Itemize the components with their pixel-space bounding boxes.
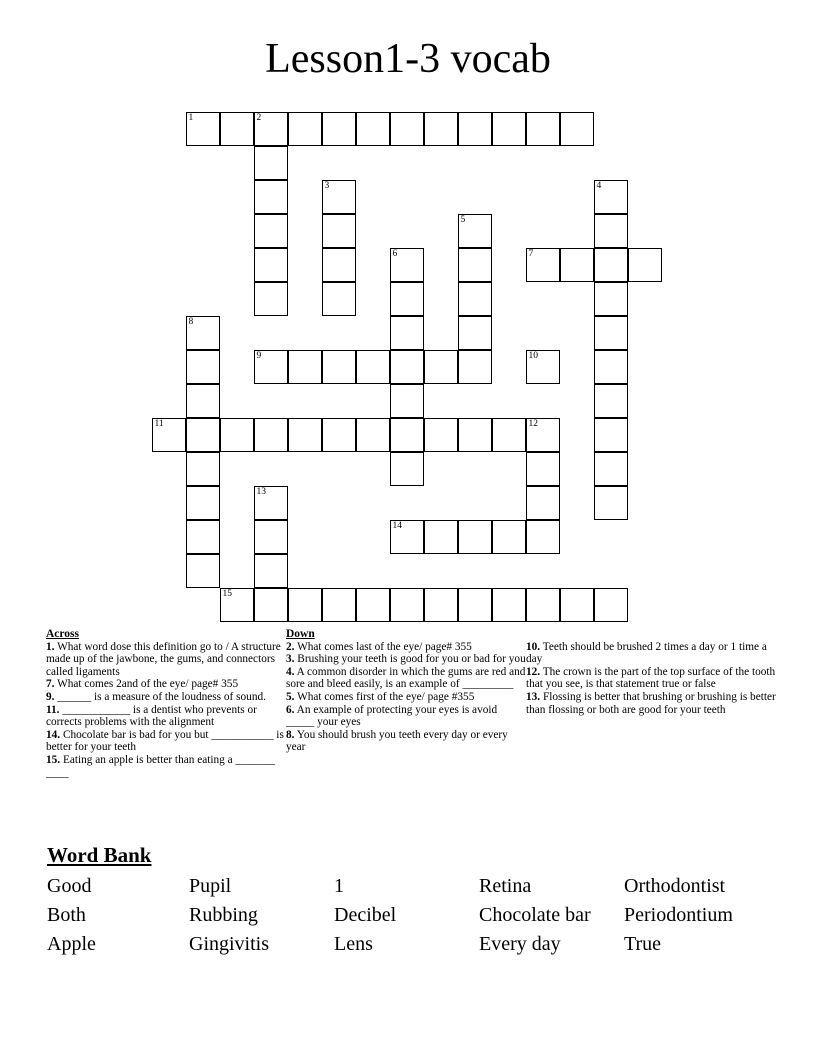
grid-cell-number: 1 (188, 113, 194, 123)
grid-cell[interactable] (390, 282, 424, 316)
clue-text: ______ is a measure of the loudness of sound. (54, 690, 266, 703)
grid-cell[interactable] (594, 248, 628, 282)
clue-text: An example of protecting your eyes is avoid _____ your eyes (286, 703, 498, 729)
grid-cell[interactable] (288, 418, 322, 452)
grid-cell[interactable] (254, 520, 288, 554)
word-bank-section (47, 843, 787, 959)
grid-cell[interactable] (492, 418, 526, 452)
crossword-grid[interactable] (0, 100, 816, 630)
grid-cell-number: 2 (256, 113, 262, 123)
clue-item (46, 691, 286, 704)
word-bank-row (47, 930, 787, 959)
clue-item (286, 729, 526, 754)
clue-item (286, 653, 526, 666)
word-bank-row (47, 901, 787, 930)
grid-cell[interactable] (186, 350, 220, 384)
across-heading: Across (46, 628, 80, 640)
grid-cell[interactable] (254, 554, 288, 588)
grid-cell[interactable] (492, 520, 526, 554)
grid-cell[interactable] (560, 248, 594, 282)
clue-item (526, 666, 776, 691)
grid-cell[interactable] (526, 520, 560, 554)
clue-text: Chocolate bar is bad for you but ___________ is better for your teeth (46, 728, 284, 754)
clue-text: What comes 2and of the eye/ page# 355 (54, 678, 239, 691)
word-bank-word[interactable]: Retina (479, 875, 532, 897)
grid-cell[interactable] (254, 588, 288, 622)
grid-cell[interactable] (424, 350, 458, 384)
clue-number: 10. (526, 640, 541, 653)
clues-column-across (46, 628, 286, 779)
clue-text: What comes first of the eye/ page #355 (294, 690, 475, 703)
clue-number: 9. (46, 690, 55, 703)
grid-cell-number: 14 (392, 521, 402, 531)
grid-cell[interactable] (594, 384, 628, 418)
grid-cell[interactable] (526, 112, 560, 146)
grid-cell[interactable] (186, 418, 220, 452)
clue-text: You should brush you teeth every day or every year (286, 728, 508, 754)
clue-text: Eating an apple is better than eating a _______ ____ (46, 753, 276, 779)
grid-cell[interactable] (458, 214, 492, 248)
grid-cell[interactable] (186, 384, 220, 418)
grid-cell[interactable] (594, 452, 628, 486)
grid-cell[interactable] (254, 486, 288, 520)
clue-number: 15. (46, 753, 61, 766)
word-bank-word[interactable]: True (624, 933, 662, 955)
clue-item (46, 729, 286, 754)
clue-number: 7. (46, 678, 55, 691)
clue-item (46, 641, 286, 679)
grid-cell[interactable] (594, 316, 628, 350)
word-bank-word[interactable]: Rubbing (189, 904, 258, 926)
grid-cell[interactable] (390, 452, 424, 486)
grid-cell[interactable] (492, 588, 526, 622)
grid-cell[interactable] (186, 520, 220, 554)
grid-cell-number: 8 (188, 317, 194, 327)
clue-number: 8. (286, 728, 295, 741)
grid-cell[interactable] (526, 486, 560, 520)
grid-cell[interactable] (220, 418, 254, 452)
grid-cell[interactable] (526, 248, 560, 282)
grid-cell-number: 4 (596, 181, 602, 191)
clue-item (46, 754, 286, 779)
clue-item (286, 641, 526, 654)
down-clue-list (286, 641, 526, 754)
clue-item (286, 691, 526, 704)
grid-cell[interactable] (288, 588, 322, 622)
clue-item (46, 678, 286, 691)
grid-cell[interactable] (424, 418, 458, 452)
grid-cell[interactable] (288, 350, 322, 384)
clues-column-down (286, 628, 526, 779)
grid-cell[interactable] (526, 418, 560, 452)
grid-cell[interactable] (390, 112, 424, 146)
word-bank-word[interactable]: Orthodontist (624, 875, 726, 897)
clue-number: 12. (526, 665, 541, 678)
grid-cell[interactable] (424, 520, 458, 554)
word-bank-word[interactable]: Decibel (334, 904, 397, 926)
grid-cell[interactable] (220, 588, 254, 622)
grid-cell[interactable] (424, 588, 458, 622)
grid-cell[interactable] (254, 350, 288, 384)
grid-cell[interactable] (458, 588, 492, 622)
clue-number: 6. (286, 703, 295, 716)
grid-cell[interactable] (594, 282, 628, 316)
grid-cell[interactable] (356, 350, 390, 384)
word-bank-word[interactable]: Lens (334, 933, 373, 955)
grid-cell-number: 6 (392, 249, 398, 259)
clue-text: The crown is the part of the top surface of the tooth that you see, is that statement true or false (526, 665, 776, 691)
grid-cell-number: 12 (528, 419, 538, 429)
word-bank-word[interactable]: Periodontium (624, 904, 733, 926)
word-bank-word[interactable]: Gingivitis (189, 933, 270, 955)
clue-number: 4. (286, 665, 295, 678)
grid-cell[interactable] (458, 112, 492, 146)
grid-cell[interactable] (594, 418, 628, 452)
grid-cell[interactable] (186, 452, 220, 486)
clue-text: Teeth should be brushed 2 times a day or 1 time a day (526, 640, 767, 666)
grid-cell[interactable] (458, 316, 492, 350)
grid-cell-number: 15 (222, 589, 232, 599)
across-clue-list (46, 641, 286, 780)
clue-text: Flossing is better that brushing or brushing is better than flossing or both are good for your teeth (526, 690, 776, 716)
grid-cell[interactable] (526, 350, 560, 384)
clue-item (286, 666, 526, 691)
grid-cell[interactable] (390, 418, 424, 452)
clue-number: 13. (526, 690, 541, 703)
clue-text: A common disorder in which the gums are red and sore and bleed easily, is an example of _________ (286, 665, 526, 691)
down-heading: Down (286, 628, 315, 640)
grid-cell[interactable] (356, 112, 390, 146)
grid-cell-number: 13 (256, 487, 266, 497)
grid-cell[interactable] (526, 588, 560, 622)
clues-section (46, 628, 786, 779)
grid-cell[interactable] (390, 520, 424, 554)
grid-cell[interactable] (322, 180, 356, 214)
clue-number: 2. (286, 640, 295, 653)
clue-item (286, 704, 526, 729)
grid-cell[interactable] (458, 282, 492, 316)
word-bank-word[interactable]: 1 (334, 875, 344, 897)
grid-cell[interactable] (322, 588, 356, 622)
clue-text: What comes last of the eye/ page# 355 (294, 640, 472, 653)
word-bank-word[interactable]: Pupil (189, 875, 232, 897)
clue-number: 14. (46, 728, 61, 741)
grid-cell[interactable] (594, 214, 628, 248)
clue-text: Brushing your teeth is good for you or bad for you (294, 653, 526, 666)
clue-number: 3. (286, 653, 295, 666)
word-bank-word[interactable]: Both (47, 904, 86, 926)
clue-item (46, 704, 286, 729)
grid-cell[interactable] (322, 350, 356, 384)
word-bank-word[interactable]: Every day (479, 933, 561, 955)
grid-cell[interactable] (390, 588, 424, 622)
grid-cell[interactable] (594, 588, 628, 622)
grid-cell[interactable] (492, 112, 526, 146)
grid-cell[interactable] (594, 180, 628, 214)
clue-text: ____________ is a dentist who prevents or corrects problems with the alignment (46, 703, 257, 729)
grid-cell[interactable] (424, 112, 458, 146)
grid-cell[interactable] (254, 282, 288, 316)
grid-cell[interactable] (254, 214, 288, 248)
grid-cell-number: 3 (324, 181, 330, 191)
grid-cell[interactable] (458, 418, 492, 452)
clue-item (526, 691, 776, 716)
grid-cell[interactable] (560, 588, 594, 622)
grid-cell[interactable] (186, 554, 220, 588)
grid-cell[interactable] (390, 316, 424, 350)
grid-cell[interactable] (322, 418, 356, 452)
grid-cell[interactable] (186, 112, 220, 146)
grid-cell[interactable] (254, 112, 288, 146)
clue-number: 5. (286, 690, 295, 703)
grid-cell[interactable] (458, 520, 492, 554)
word-bank-word[interactable]: Apple (47, 933, 96, 955)
grid-cell[interactable] (288, 112, 322, 146)
grid-cell-number: 7 (528, 249, 534, 259)
grid-cell[interactable] (254, 146, 288, 180)
grid-cell[interactable] (594, 350, 628, 384)
grid-cell[interactable] (186, 316, 220, 350)
page-title: Lesson1-3 vocab (265, 36, 551, 82)
grid-cell[interactable] (254, 418, 288, 452)
grid-cell-number: 11 (154, 419, 164, 429)
grid-cell-number: 5 (460, 215, 466, 225)
grid-cell[interactable] (390, 350, 424, 384)
clue-text: What word dose this definition go to / A structure made up of the jawbone, the gums, and connectors called ligaments (46, 640, 281, 678)
grid-cell[interactable] (390, 248, 424, 282)
grid-cell[interactable] (220, 112, 254, 146)
clue-item (526, 641, 776, 666)
word-bank-title: Word Bank (47, 843, 152, 867)
grid-cell[interactable] (322, 282, 356, 316)
grid-cell[interactable] (458, 350, 492, 384)
grid-cell[interactable] (560, 112, 594, 146)
word-bank-word[interactable]: Chocolate bar (479, 904, 591, 926)
grid-cell-number: 10 (528, 351, 538, 361)
grid-cell[interactable] (254, 180, 288, 214)
word-bank-word[interactable]: Good (47, 875, 92, 897)
clue-number: 11. (46, 703, 60, 716)
clue-number: 1. (46, 640, 55, 653)
grid-cell[interactable] (254, 248, 288, 282)
grid-cell-number: 9 (256, 351, 262, 361)
grid-cell[interactable] (356, 588, 390, 622)
grid-cell[interactable] (152, 418, 186, 452)
grid-cell[interactable] (186, 486, 220, 520)
grid-cell[interactable] (594, 486, 628, 520)
word-bank-rows (47, 872, 787, 959)
grid-cell[interactable] (322, 112, 356, 146)
grid-cell[interactable] (458, 248, 492, 282)
grid-cell[interactable] (628, 248, 662, 282)
clues-column-continued (526, 628, 776, 779)
grid-cell[interactable] (356, 418, 390, 452)
grid-cell[interactable] (526, 452, 560, 486)
grid-cell[interactable] (322, 214, 356, 248)
word-bank-row (47, 872, 787, 901)
down-clue-list-continued (526, 641, 776, 717)
grid-cell[interactable] (390, 384, 424, 418)
grid-cell[interactable] (322, 248, 356, 282)
